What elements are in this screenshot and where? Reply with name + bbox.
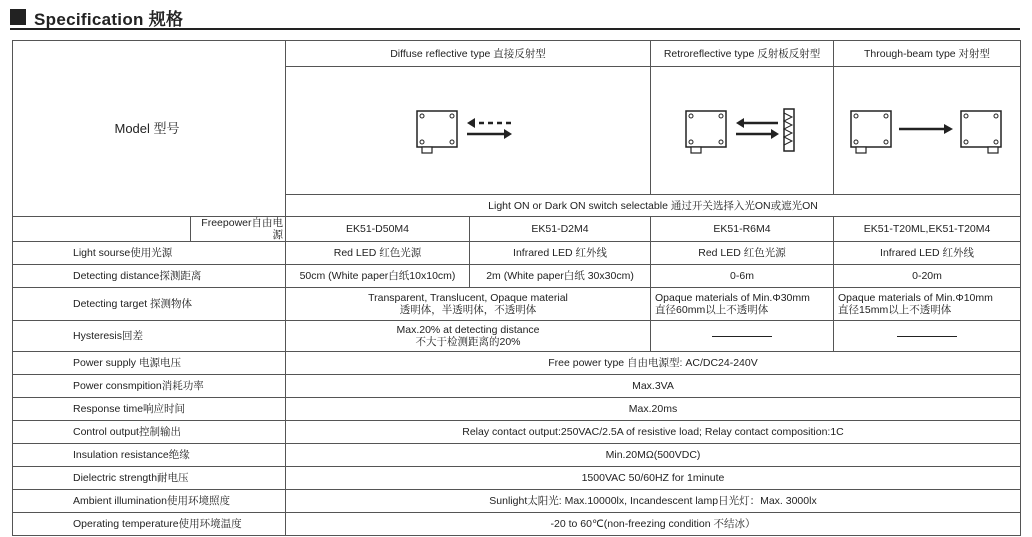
- light-source-2: Infrared LED 红外线: [470, 242, 651, 265]
- model-r6m4: EK51-R6M4: [651, 217, 834, 242]
- dielectric-value: 1500VAC 50/60HZ for 1minute: [286, 467, 1021, 490]
- row-label-insulation: Insulation resistance绝缘: [13, 444, 286, 467]
- light-source-3: Red LED 红色光源: [651, 242, 834, 265]
- na-dash: [712, 336, 772, 337]
- hysteresis-through-na: [834, 321, 1021, 352]
- row-label-detecting-target: Detecting target 探测物体: [13, 288, 286, 321]
- free-power-label: Freepower自由电源: [191, 217, 286, 242]
- detecting-target-retro-en: Opaque materials of Min.Φ30mm: [655, 292, 810, 304]
- model-label: Model 型号: [13, 41, 286, 217]
- row-label-operating-temp: Operating temperature使用环境温度: [13, 513, 286, 536]
- control-output-value: Relay contact output:250VAC/2.5A of resistive load; Relay contact composition:1C: [286, 421, 1021, 444]
- hysteresis-value: [286, 321, 651, 352]
- through-diagram: [834, 67, 1021, 195]
- through-sensor-icon: [847, 101, 1007, 161]
- diffuse-sensor-icon: [413, 101, 523, 161]
- retro-diagram: [651, 67, 834, 195]
- na-dash: [897, 336, 957, 337]
- detecting-target-retro-cn: 直径60mm以上不透明体: [655, 304, 769, 316]
- power-supply-value: Free power type 自由电源型: AC/DC24-240V: [286, 352, 1021, 375]
- hysteresis-retro-na: [651, 321, 834, 352]
- switch-note: Light ON or Dark ON switch selectable 通过开关选择入光ON或遮光ON: [286, 195, 1021, 217]
- type-diffuse: Diffuse reflective type 直接反射型: [286, 41, 651, 67]
- light-source-1: Red LED 红色光源: [286, 242, 470, 265]
- row-label-light-source: Light sourse使用光源: [13, 242, 286, 265]
- detecting-target-through: [834, 288, 1021, 321]
- row-label-ambient: Ambient illumination使用环境照度: [13, 490, 286, 513]
- type-through: Through-beam type 对射型: [834, 41, 1021, 67]
- spec-heading: [10, 6, 183, 28]
- row-label-dielectric: Dielectric strength耐电压: [13, 467, 286, 490]
- type-retro: Retroreflective type 反射板反射型: [651, 41, 834, 67]
- detecting-target-retro: [651, 288, 834, 321]
- operating-temp-value: -20 to 60℃(non-freezing condition 不结冰）: [286, 513, 1021, 536]
- row-label-control-output: Control output控制输出: [13, 421, 286, 444]
- row-label-detecting-distance: Detecting distance探测距离: [13, 265, 286, 288]
- detecting-target-through-en: Opaque materials of Min.Φ10mm: [838, 292, 993, 304]
- light-source-4: Infrared LED 红外线: [834, 242, 1021, 265]
- hysteresis-cn: 不大于检测距离的20%: [415, 336, 521, 348]
- detecting-target-diffuse-cn: 透明体，半透明体，不透明体: [399, 304, 537, 316]
- model-d2m4: EK51-D2M4: [470, 217, 651, 242]
- model-d50m4: EK51-D50M4: [286, 217, 470, 242]
- spec-table: [12, 40, 1021, 536]
- row-label-power-consumption: Power consmpition消耗功率: [13, 375, 286, 398]
- heading-text: Specification 规格: [34, 9, 184, 29]
- power-consumption-value: Max.3VA: [286, 375, 1021, 398]
- detecting-distance-1: 50cm (White paper白纸10x10cm): [286, 265, 470, 288]
- detecting-target-diffuse-en: Transparent, Translucent, Opaque material: [368, 292, 568, 304]
- row-label-hysteresis: Hysteresis回差: [13, 321, 286, 352]
- retro-sensor-icon: [682, 101, 802, 161]
- model-t20m4: EK51-T20ML,EK51-T20M4: [834, 217, 1021, 242]
- row-label-power-supply: Power supply 电源电压: [13, 352, 286, 375]
- detecting-distance-4: 0-20m: [834, 265, 1021, 288]
- detecting-target-through-cn: 直径15mm以上不透明体: [838, 304, 952, 316]
- row-label-response-time: Response time响应时间: [13, 398, 286, 421]
- response-time-value: Max.20ms: [286, 398, 1021, 421]
- ambient-value: Sunlight太阳光: Max.10000lx, Incandescent lamp日光灯：Max. 3000lx: [286, 490, 1021, 513]
- detecting-distance-3: 0-6m: [651, 265, 834, 288]
- insulation-value: Min.20MΩ(500VDC): [286, 444, 1021, 467]
- heading-bar-icon: [10, 9, 26, 25]
- hysteresis-en: Max.20% at detecting distance: [396, 324, 540, 336]
- heading-underline: [10, 28, 1020, 30]
- detecting-distance-2: 2m (White paper白纸 30x30cm): [470, 265, 651, 288]
- detecting-target-diffuse: [286, 288, 651, 321]
- diffuse-diagram: [286, 67, 651, 195]
